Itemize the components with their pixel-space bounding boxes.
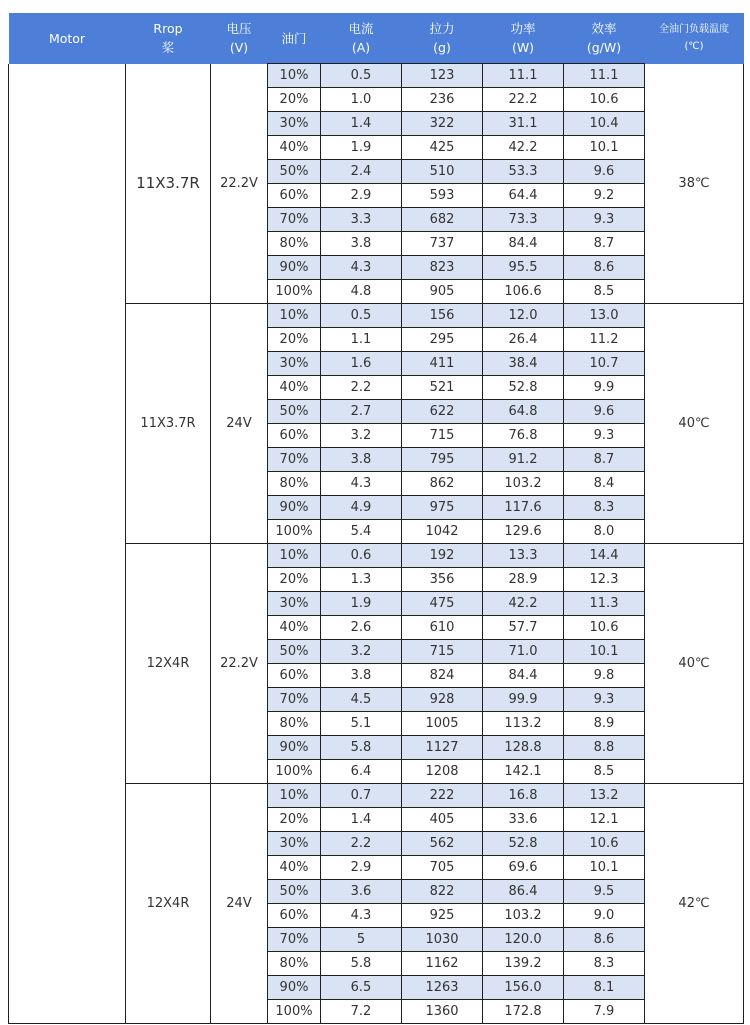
thrust-cell: 475	[402, 592, 483, 616]
thrust-cell: 405	[402, 808, 483, 832]
header-thrust-line2: (g)	[433, 40, 451, 55]
power-cell: 71.0	[483, 640, 564, 664]
thrust-cell: 824	[402, 664, 483, 688]
thrust-cell: 928	[402, 688, 483, 712]
thrust-cell: 411	[402, 352, 483, 376]
header-temperature-line1: 全油门负载温度	[659, 24, 729, 36]
thrust-cell: 975	[402, 496, 483, 520]
throttle-cell: 10%	[268, 784, 321, 808]
power-cell: 73.3	[483, 208, 564, 232]
voltage-cell: 22.2V	[211, 544, 268, 784]
power-cell: 11.1	[483, 64, 564, 88]
efficiency-cell: 11.2	[564, 328, 645, 352]
efficiency-cell: 9.5	[564, 880, 645, 904]
thrust-cell: 1042	[402, 520, 483, 544]
table-row	[9, 64, 744, 88]
current-cell: 0.6	[321, 544, 402, 568]
header-power	[483, 13, 564, 64]
power-cell: 64.4	[483, 184, 564, 208]
current-cell: 5.4	[321, 520, 402, 544]
current-cell: 2.6	[321, 616, 402, 640]
efficiency-cell: 10.1	[564, 640, 645, 664]
efficiency-cell: 10.1	[564, 856, 645, 880]
table-body	[9, 64, 744, 1024]
efficiency-cell: 8.3	[564, 952, 645, 976]
current-cell: 2.9	[321, 184, 402, 208]
efficiency-cell: 9.9	[564, 376, 645, 400]
temperature-cell: 38℃	[645, 64, 744, 304]
efficiency-cell: 9.3	[564, 688, 645, 712]
header-voltage	[211, 13, 268, 64]
efficiency-cell: 12.3	[564, 568, 645, 592]
efficiency-cell: 10.6	[564, 88, 645, 112]
power-cell: 120.0	[483, 928, 564, 952]
throttle-cell: 100%	[268, 760, 321, 784]
thrust-cell: 795	[402, 448, 483, 472]
efficiency-cell: 8.6	[564, 928, 645, 952]
thrust-cell: 1127	[402, 736, 483, 760]
current-cell: 3.2	[321, 424, 402, 448]
thrust-cell: 510	[402, 160, 483, 184]
voltage-cell: 24V	[211, 304, 268, 544]
current-cell: 4.3	[321, 904, 402, 928]
temperature-cell: 40℃	[645, 304, 744, 544]
header-temperature-line2: (℃)	[684, 41, 704, 53]
thrust-cell: 822	[402, 880, 483, 904]
motor-test-table	[8, 13, 744, 1024]
throttle-cell: 70%	[268, 688, 321, 712]
thrust-cell: 322	[402, 112, 483, 136]
throttle-cell: 80%	[268, 952, 321, 976]
throttle-cell: 100%	[268, 520, 321, 544]
prop-cell: 12X4R	[126, 544, 211, 784]
efficiency-cell: 10.6	[564, 616, 645, 640]
thrust-cell: 925	[402, 904, 483, 928]
efficiency-cell: 8.5	[564, 760, 645, 784]
efficiency-cell: 9.8	[564, 664, 645, 688]
current-cell: 1.4	[321, 808, 402, 832]
thrust-cell: 222	[402, 784, 483, 808]
throttle-cell: 80%	[268, 472, 321, 496]
header-prop-line2: 桨	[161, 40, 175, 56]
efficiency-cell: 8.9	[564, 712, 645, 736]
header-throttle: 油门	[268, 13, 321, 64]
current-cell: 6.4	[321, 760, 402, 784]
throttle-cell: 10%	[268, 544, 321, 568]
current-cell: 1.3	[321, 568, 402, 592]
current-cell: 3.8	[321, 448, 402, 472]
efficiency-cell: 8.6	[564, 256, 645, 280]
thrust-cell: 562	[402, 832, 483, 856]
header-current-line2: (A)	[351, 40, 371, 55]
power-cell: 12.0	[483, 304, 564, 328]
efficiency-cell: 10.7	[564, 352, 645, 376]
throttle-cell: 80%	[268, 712, 321, 736]
prop-cell: 11X3.7R	[126, 304, 211, 544]
power-cell: 128.8	[483, 736, 564, 760]
current-cell: 2.2	[321, 832, 402, 856]
power-cell: 139.2	[483, 952, 564, 976]
current-cell: 5.8	[321, 736, 402, 760]
throttle-cell: 40%	[268, 136, 321, 160]
efficiency-cell: 8.1	[564, 976, 645, 1000]
throttle-cell: 50%	[268, 640, 321, 664]
efficiency-cell: 9.2	[564, 184, 645, 208]
current-cell: 3.8	[321, 664, 402, 688]
header-voltage-line1: 电压	[226, 21, 252, 37]
throttle-cell: 20%	[268, 88, 321, 112]
power-cell: 91.2	[483, 448, 564, 472]
power-cell: 57.7	[483, 616, 564, 640]
power-cell: 13.3	[483, 544, 564, 568]
efficiency-cell: 13.0	[564, 304, 645, 328]
voltage-cell: 22.2V	[211, 64, 268, 304]
power-cell: 52.8	[483, 376, 564, 400]
current-cell: 5	[321, 928, 402, 952]
throttle-cell: 30%	[268, 592, 321, 616]
efficiency-cell: 10.4	[564, 112, 645, 136]
current-cell: 4.3	[321, 472, 402, 496]
thrust-cell: 236	[402, 88, 483, 112]
power-cell: 99.9	[483, 688, 564, 712]
temperature-cell: 40℃	[645, 544, 744, 784]
throttle-cell: 60%	[268, 664, 321, 688]
power-cell: 42.2	[483, 136, 564, 160]
throttle-cell: 70%	[268, 448, 321, 472]
power-cell: 129.6	[483, 520, 564, 544]
power-cell: 69.6	[483, 856, 564, 880]
throttle-cell: 20%	[268, 568, 321, 592]
current-cell: 5.1	[321, 712, 402, 736]
thrust-cell: 823	[402, 256, 483, 280]
throttle-cell: 90%	[268, 256, 321, 280]
power-cell: 172.8	[483, 1000, 564, 1024]
temperature-cell: 42℃	[645, 784, 744, 1024]
throttle-cell: 30%	[268, 352, 321, 376]
efficiency-cell: 8.8	[564, 736, 645, 760]
thrust-cell: 425	[402, 136, 483, 160]
throttle-cell: 50%	[268, 160, 321, 184]
current-cell: 0.5	[321, 64, 402, 88]
current-cell: 6.5	[321, 976, 402, 1000]
efficiency-cell: 12.1	[564, 808, 645, 832]
efficiency-cell: 13.2	[564, 784, 645, 808]
header-efficiency	[564, 13, 645, 64]
power-cell: 42.2	[483, 592, 564, 616]
current-cell: 4.8	[321, 280, 402, 304]
power-cell: 52.8	[483, 832, 564, 856]
power-cell: 86.4	[483, 880, 564, 904]
power-cell: 106.6	[483, 280, 564, 304]
efficiency-cell: 14.4	[564, 544, 645, 568]
power-cell: 31.1	[483, 112, 564, 136]
throttle-cell: 90%	[268, 496, 321, 520]
current-cell: 2.7	[321, 400, 402, 424]
current-cell: 0.5	[321, 304, 402, 328]
header-power-line2: (W)	[511, 40, 535, 55]
throttle-cell: 10%	[268, 304, 321, 328]
thrust-cell: 705	[402, 856, 483, 880]
power-cell: 156.0	[483, 976, 564, 1000]
thrust-cell: 156	[402, 304, 483, 328]
current-cell: 1.9	[321, 136, 402, 160]
throttle-cell: 90%	[268, 736, 321, 760]
power-cell: 113.2	[483, 712, 564, 736]
power-cell: 76.8	[483, 424, 564, 448]
throttle-cell: 90%	[268, 976, 321, 1000]
current-cell: 3.2	[321, 640, 402, 664]
power-cell: 28.9	[483, 568, 564, 592]
throttle-cell: 60%	[268, 184, 321, 208]
motor-cell	[9, 64, 126, 1024]
efficiency-cell: 8.4	[564, 472, 645, 496]
throttle-cell: 40%	[268, 856, 321, 880]
header-thrust-line1: 拉力	[429, 21, 455, 36]
power-cell: 84.4	[483, 232, 564, 256]
efficiency-cell: 9.3	[564, 208, 645, 232]
current-cell: 5.8	[321, 952, 402, 976]
throttle-cell: 100%	[268, 280, 321, 304]
current-cell: 0.7	[321, 784, 402, 808]
current-cell: 1.4	[321, 112, 402, 136]
thrust-cell: 715	[402, 424, 483, 448]
power-cell: 26.4	[483, 328, 564, 352]
throttle-cell: 30%	[268, 832, 321, 856]
current-cell: 3.8	[321, 232, 402, 256]
efficiency-cell: 11.1	[564, 64, 645, 88]
power-cell: 22.2	[483, 88, 564, 112]
power-cell: 95.5	[483, 256, 564, 280]
thrust-cell: 1208	[402, 760, 483, 784]
header-current-line1: 电流	[348, 21, 374, 36]
efficiency-cell: 9.6	[564, 160, 645, 184]
throttle-cell: 70%	[268, 208, 321, 232]
efficiency-cell: 8.7	[564, 448, 645, 472]
throttle-cell: 40%	[268, 616, 321, 640]
throttle-cell: 100%	[268, 1000, 321, 1024]
throttle-cell: 60%	[268, 424, 321, 448]
thrust-cell: 593	[402, 184, 483, 208]
current-cell: 2.9	[321, 856, 402, 880]
prop-cell: 11X3.7R	[126, 64, 211, 304]
thrust-cell: 123	[402, 64, 483, 88]
current-cell: 1.6	[321, 352, 402, 376]
power-cell: 117.6	[483, 496, 564, 520]
current-cell: 1.1	[321, 328, 402, 352]
throttle-cell: 50%	[268, 880, 321, 904]
throttle-cell: 30%	[268, 112, 321, 136]
thrust-cell: 192	[402, 544, 483, 568]
power-cell: 16.8	[483, 784, 564, 808]
efficiency-cell: 11.3	[564, 592, 645, 616]
current-cell: 4.3	[321, 256, 402, 280]
throttle-cell: 10%	[268, 64, 321, 88]
current-cell: 3.3	[321, 208, 402, 232]
power-cell: 103.2	[483, 904, 564, 928]
thrust-cell: 1005	[402, 712, 483, 736]
efficiency-cell: 8.0	[564, 520, 645, 544]
current-cell: 1.0	[321, 88, 402, 112]
efficiency-cell: 8.7	[564, 232, 645, 256]
prop-cell: 12X4R	[126, 784, 211, 1024]
throttle-cell: 40%	[268, 376, 321, 400]
power-cell: 84.4	[483, 664, 564, 688]
current-cell: 2.4	[321, 160, 402, 184]
header-temperature	[645, 13, 744, 64]
efficiency-cell: 9.6	[564, 400, 645, 424]
efficiency-cell: 8.5	[564, 280, 645, 304]
efficiency-cell: 10.1	[564, 136, 645, 160]
power-cell: 53.3	[483, 160, 564, 184]
throttle-cell: 60%	[268, 904, 321, 928]
thrust-cell: 356	[402, 568, 483, 592]
thrust-cell: 1030	[402, 928, 483, 952]
header-prop-line1: Rrop	[153, 21, 183, 37]
current-cell: 2.2	[321, 376, 402, 400]
power-cell: 38.4	[483, 352, 564, 376]
header-power-line1: 功率	[510, 21, 536, 36]
header-thrust	[402, 13, 483, 64]
header-row	[9, 13, 744, 64]
header-prop	[126, 13, 211, 64]
current-cell: 4.9	[321, 496, 402, 520]
thrust-cell: 610	[402, 616, 483, 640]
thrust-cell: 521	[402, 376, 483, 400]
power-cell: 33.6	[483, 808, 564, 832]
efficiency-cell: 10.6	[564, 832, 645, 856]
header-voltage-line2: (V)	[229, 40, 249, 56]
throttle-cell: 20%	[268, 328, 321, 352]
header-efficiency-line2: (g/W)	[586, 40, 622, 55]
throttle-cell: 70%	[268, 928, 321, 952]
thrust-cell: 715	[402, 640, 483, 664]
thrust-cell: 295	[402, 328, 483, 352]
header-current	[321, 13, 402, 64]
thrust-cell: 737	[402, 232, 483, 256]
efficiency-cell: 8.3	[564, 496, 645, 520]
throttle-cell: 80%	[268, 232, 321, 256]
power-cell: 64.8	[483, 400, 564, 424]
header-motor: Motor	[9, 13, 126, 64]
thrust-cell: 862	[402, 472, 483, 496]
thrust-cell: 1360	[402, 1000, 483, 1024]
thrust-cell: 1263	[402, 976, 483, 1000]
throttle-cell: 20%	[268, 808, 321, 832]
efficiency-cell: 7.9	[564, 1000, 645, 1024]
current-cell: 1.9	[321, 592, 402, 616]
current-cell: 7.2	[321, 1000, 402, 1024]
throttle-cell: 50%	[268, 400, 321, 424]
thrust-cell: 905	[402, 280, 483, 304]
header-efficiency-line1: 效率	[591, 21, 617, 36]
efficiency-cell: 9.0	[564, 904, 645, 928]
voltage-cell: 24V	[211, 784, 268, 1024]
thrust-cell: 682	[402, 208, 483, 232]
power-cell: 103.2	[483, 472, 564, 496]
power-cell: 142.1	[483, 760, 564, 784]
current-cell: 4.5	[321, 688, 402, 712]
thrust-cell: 1162	[402, 952, 483, 976]
current-cell: 3.6	[321, 880, 402, 904]
efficiency-cell: 9.3	[564, 424, 645, 448]
thrust-cell: 622	[402, 400, 483, 424]
